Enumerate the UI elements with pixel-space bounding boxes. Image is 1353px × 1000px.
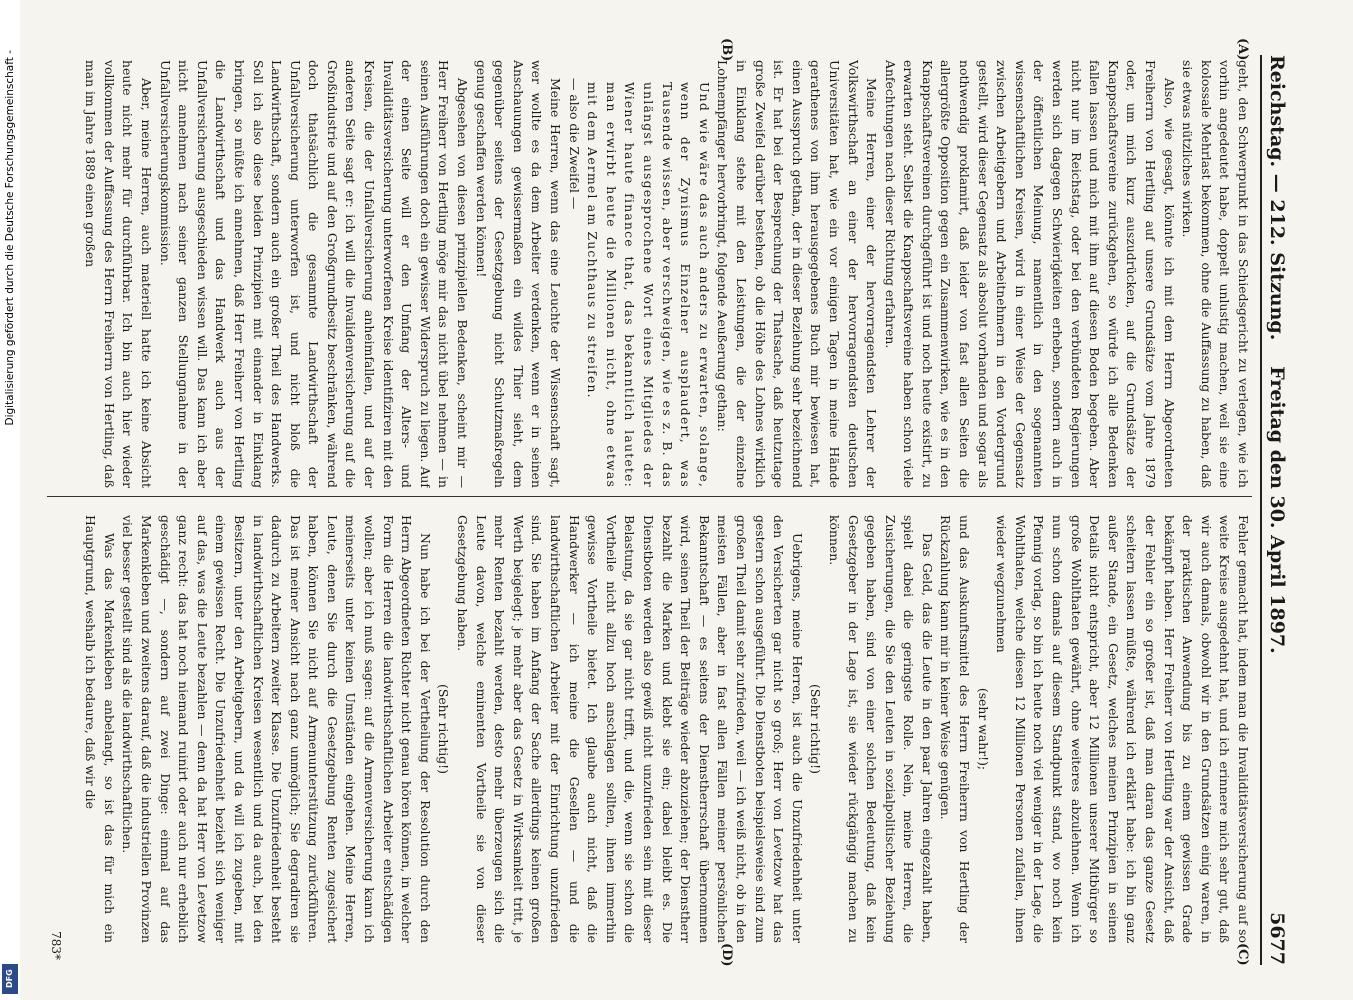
- paragraph: Meine Herren, wenn das eine Leuchte der Wissenschaft sagt, wer wollte es da dem Arbeiter verdenken, wenn er in seinen Anschauungen gewissermaßen ein wildes Thier sieht, dem gegenüber seitens der Gesetzgebung nicht Schutzmaßregeln genug geschaffen werden können!: [473, 60, 564, 488]
- quotation: Und wie wäre das auch anders zu erwarten, solange, wenn der Zynismus Einzelner ausplaudert, was Tausende wissen, aber verschweigen, wie es z. B. das unlängst ausgesprochene Wort eines Mitgliedes der Wiener haute finance that, das bekanntlich lautete: man erwirbt heute die Millionen nicht, ohne etwas mit dem Aermel am Zuchthaus zu streifen.: [585, 82, 712, 488]
- margin-mark-b: (B): [719, 38, 734, 62]
- header-page-number: 5677: [1266, 912, 1288, 965]
- newspaper-page: [35, 0, 1300, 1000]
- margin-mark-a: (A): [1235, 38, 1250, 61]
- left-column: [47, 60, 1252, 488]
- margin-mark-d: (D): [719, 943, 734, 967]
- column-divider: [47, 496, 1252, 497]
- paragraph: Uebrigens, meine Herren, ist auch die Unzufriedenheit unter den Versicherten gar nicht so groß; Herr von Levetzow hat das gestern schon ausgeführt. Die Dienstboten beispielsweise sind zum großen Theil damit sehr zufrieden, weil — ich weiß nicht, ob in den meisten Fällen, aber in fast allen Fällen meiner persönlichen Bekanntschaft — es seitens der Dienstherrschaft übernommen wird, seinen Theil der Beiträge wieder abzuziehen; der Dienstherr bezahlt die Marken und klebt sie ein; dabei bleibt es. Die Dienstboten werden also gewiß nicht unzufrieden sein mit dieser Belastung, da sie gar nicht trifft, und die, wenn sie schon die Vortheile nicht allzu hoch anschlagen sollten, ihnen immerhin gewisse Vortheile bietet. Ich glaube auch nicht, daß die Handwerker — ich meine die Gesellen — und die landwirthschaftlichen Arbeiter mit der Einrichtung unzufrieden sind. Sie haben im Anfang der Sache allerdings keinen großen Werth beigelegt; je mehr aber das Gesetz in Wirksamkeit tritt, je mehr Renten bezahlt werden, desto mehr überzeugen sich die Leute davon, welche eminenten Vortheile sie von dieser Gesetzgebung haben.: [455, 515, 805, 943]
- dfg-logo-icon: DFG: [2, 964, 18, 994]
- interjection: (sehr wahr!);: [975, 687, 991, 771]
- right-column: [47, 515, 1252, 943]
- paragraph: Was das Markenkleben anbelangt, so ist das für mich ein Hauptgrund, weshalb ich bedaure, daß wir die: [83, 515, 117, 943]
- paragraph: geht, den Schwerpunkt in das Schiedsgericht zu verlegen, wie ich vorhin angedeutet habe, doppelt unlustig machen, weil sie eine kolossale Mehrlast bekommen, ohne die Auffassung zu haben, daß sie etwas nützliches wirken.: [1180, 60, 1251, 488]
- paragraph: Meine Herren, einer der hervorragendsten Lehrer der Volkswirthschaft an einer der hervorragendsten deutschen Universitäten hat, wie ein vor einigen Tagen in meine Hände gerathenes von ihm herausgegebenes Buch mir bewiesen hat, einen Ausspruch gethan, der in dieser Beziehung sehr bezeichnend ist. Er hat bei der Besprechung der Thatsache, daß heutzutage große Zweifel darüber bestehen, ob die Höhe des Lohnes wirklich in Einklang stehe mit den Leistungen, die der einzelne Lohnempfänger hervorbringt, folgende Aeußerung gethan:: [715, 60, 880, 488]
- header-date: Freitag den 30. April 1897.: [1266, 366, 1288, 654]
- paragraph: Fehler gemacht hat, indem man die Invaliditätsversicherung auf so weite Kreise ausgedehnt hat, und ich erinnere mich sehr gut, daß wir auch damals, obwohl wir in den Grundsätzen einig waren, in der praktischen Anwendung bis zu einem gewissen Grade bekämpft haben. Herr Freiherr von Hertling war der Ansicht, daß der Fehler ein so großer ist, daß man daran das ganze Gesetz scheitern lassen müßte, während ich erklärt habe: ich bin ganz außer Stande, ein Gesetz, welches meinen Prinzipien in seinen Details nicht entspricht, aber 12 Millionen unserer Mitbürger so große Wohlthaten gewährt, ohne weiteres abzulehnen. Wenn ich nun schon damals auf diesem Standpunkt stand, wo noch kein Pfennig vorlag, so bin ich heute noch viel weniger in der Lage, die Wohlthaten, welche diesen 12 Millionen Personen zufallen, ihnen wieder wegzunehmen: [994, 515, 1251, 943]
- paragraph: Aber, meine Herren, auch materiell hatte ich keine Absicht heute nicht mehr für durchführbar. Ich bin auch hier wieder vollkommen der Auffassung des Herrn Freiherrn von Hertling, daß man im Jahre 1889 einen großen: [83, 60, 154, 488]
- margin-mark-c: (C): [1235, 943, 1250, 966]
- interjection: (Sehr richtig!): [808, 684, 824, 774]
- paragraph: — also die Zweifel —: [566, 78, 582, 210]
- footer-credit: Digitalisierung gefördert durch die Deutsche Forschungsgemeinschaft -: [4, 50, 16, 426]
- digitization-footer: [0, 0, 20, 1000]
- paragraph: und das Auskunftsmittel des Herrn Freiherrn von Hertling der Rückzahlung kann mir in keiner Weise genügen.: [938, 515, 973, 943]
- paragraph: Abgesehen von diesen prinzipiellen Bedenken, scheint mir — Herr Freiherr von Hertling möge mir das nicht übel nehmen — in seinen Ausführungen doch ein gewisser Widerspruch zu liegen. Auf der einen Seite will er den Umfang der Alters- und Invaliditätsversicherung unterworfenen Kreise identifiziren mit den Kreisen, die der Unfallversicherung anheimfallen, und auf der anderen Seite sagt er: ich will die Invalidenversicherung auf die Großindustrie und auf den Großgrundbesitz beschränken, während doch thatsächlich die gesammte Landwirthschaft der Unfallversicherung unterworfen ist, und nicht bloß die Landwirthschaft, sondern auch ein großer Theil des Handwerks. Soll ich also diese beiden Prinzipien mit einander in Einklang bringen, so müßte ich annehmen, daß Herr Freiherr von Hertling die Landwirthschaft und das Handwerk auch aus der Unfallversicherung ausgeschieden wissen will. Das kann ich aber nicht annehmen nach seiner ganzen Stellungnahme in der Unfallversicherungskommission.: [157, 60, 471, 488]
- header-session: Reichstag. — 212. Sitzung.: [1266, 55, 1288, 341]
- paragraph: Das Geld, das die Leute in den paar Jahren eingezahlt haben, spielt dabei die geringste Rolle. Nein, meine Herren, die Zusicherungen, die Sie den Leuten in sozialpolitischer Beziehung gegeben haben, sind von einer solchen Bedeutung, daß kein Gesetzgeber in der Lage ist, sie wieder rückgängig machen zu können.: [826, 515, 935, 943]
- signature-mark: 783*: [49, 931, 63, 960]
- interjection: (Sehr richtig!): [436, 684, 452, 774]
- paragraph: Also, wie gesagt, könnte ich mit dem Herrn Abgeordneten Freiherrn von Hertling auf unsere Grundsätze vom Jahre 1879 oder, um mich kurz auszudrücken, auf die Grundsätze der Knappschaftsvereine zurückgehen, so würde ich alle Bedenken fallen lassen und mich mit ihm auf diesen Boden begeben. Aber nicht nur im Reichstag, oder bei den verbündeten Regierungen werden sich dagegen Schwierigkeiten erheben, sondern auch in der öffentlichen Meinung, namentlich in den sogenannten wissenschaftlichen Kreisen, wird in einer Weise der Gegensatz zwischen Arbeitgebern und Arbeitnehmern in den Vordergrund gestellt, wird dieser Gegensatz als absolut vorhanden und sogar als nothwendig proklamirt, daß leider von fast allen Seiten die allergrößte Opposition gegen ein Zusammenwirken, wie es in den Knappschaftsvereinen durchgeführt ist und noch heute existirt, zu erwarten steht. Selbst die Knappschaftsvereine haben schon viele Anfechtungen nach dieser Richtung erfahren.: [882, 60, 1177, 488]
- page-header: [1260, 55, 1288, 965]
- paragraph: Nun habe ich bei der Vertheilung der Resolution durch den Herrn Abgeordneten Richter nicht genau hören können, in welcher Form die Herren die landwirthschaftlichen Arbeiter entschädigen wollen; aber ich muß sagen: auf die Armenversicherung kann ich meinerseits unter keinen Umständen eingehen. Meine Herren, Leute, denen Sie durch die Gesetzgebung Renten zugesichert haben, können Sie nicht auf Armenunterstützung zurückführen. Das ist meiner Ansicht nach ganz unmöglich; Sie degradiren sie dadurch zu Arbeitern zweiter Klasse. Die Unzufriedenheit besteht in landwirthschaftlichen Kreisen wesentlich und da auch, bei den Besitzern, unter den Arbeitgebern, und da will ich zugeben, mit einem gewissen Recht. Die Unzufriedenheit bezieht sich weniger auf das, was die Leute bezahlen — denn da hat Herr von Levetzow ganz recht: das hat noch niemand ruinirt oder auch nur erheblich geschädigt —, sondern auf zwei Dinge: einmal auf das Markenkleben und zweitens darauf, daß die industriellen Provinzen viel besser gestellt sind als die landwirthschaftlichen.: [120, 515, 433, 943]
